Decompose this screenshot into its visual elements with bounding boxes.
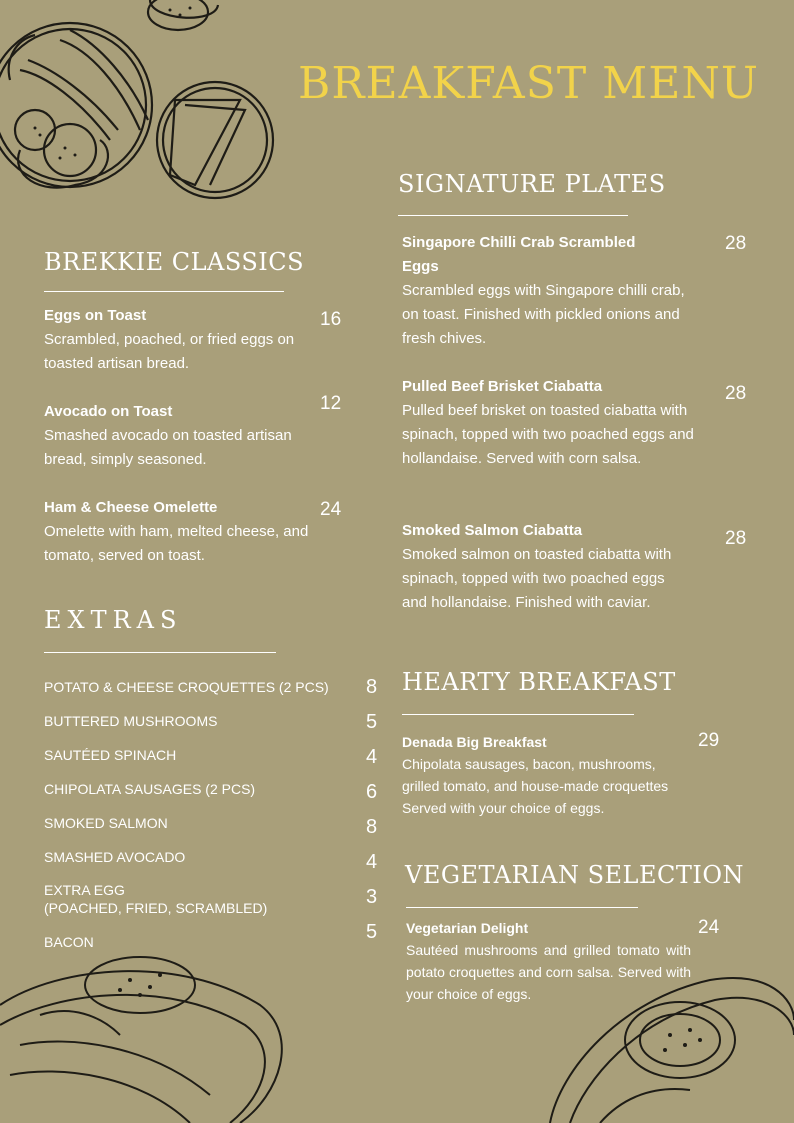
menu-item bbox=[402, 231, 692, 351]
extra-item-price: 4 bbox=[366, 746, 378, 768]
menu-item bbox=[402, 731, 687, 819]
section-divider bbox=[44, 652, 276, 653]
extra-item-price: 5 bbox=[366, 711, 378, 733]
extra-item-name: BUTTERED MUSHROOMS bbox=[44, 713, 218, 729]
vegetarian-selection-heading: VEGETARIAN SELECTION bbox=[405, 861, 745, 889]
extra-item-name: SMASHED AVOCADO bbox=[44, 849, 186, 865]
item-price: 24 bbox=[320, 499, 342, 520]
hearty-breakfast-heading: HEARTY BREAKFAST bbox=[402, 668, 676, 696]
menu-item bbox=[402, 375, 700, 471]
extra-item-name: CHIPOLATA SAUSAGES (2 PCS) bbox=[44, 781, 256, 797]
section-divider bbox=[406, 907, 638, 908]
signature-plates-heading: SIGNATURE PLATES bbox=[398, 170, 666, 198]
extra-item-name: SAUTÉED SPINACH bbox=[44, 747, 177, 763]
extras-heading: EXTRAS bbox=[44, 606, 183, 634]
extra-item-name: BACON bbox=[44, 934, 94, 950]
item-description: Omelette with ham, melted cheese, and tomato, served on toast. bbox=[44, 523, 309, 564]
extra-item-price: 8 bbox=[366, 816, 378, 838]
section-divider bbox=[402, 714, 634, 715]
extra-item-name-detail: (POACHED, FRIED, SCRAMBLED) bbox=[44, 900, 268, 916]
item-name: Avocado on Toast bbox=[44, 403, 173, 420]
menu-title: BREAKFAST MENU bbox=[298, 58, 759, 109]
item-description: Pulled beef brisket on toasted ciabatta with spinach, topped with two poached eggs and hollandaise. Served with corn salsa. bbox=[402, 402, 694, 467]
item-price: 24 bbox=[698, 917, 720, 938]
item-name: Smoked Salmon Ciabatta bbox=[402, 522, 583, 539]
item-description: Smoked salmon on toasted ciabatta with spinach, topped with two poached eggs and hollandaise. Finished with caviar. bbox=[402, 546, 672, 611]
section-divider bbox=[398, 215, 628, 216]
extra-item-price: 5 bbox=[366, 921, 378, 943]
brekkie-classics-heading: BREKKIE CLASSICS bbox=[44, 248, 305, 276]
extra-item-name: EXTRA EGG bbox=[44, 882, 125, 898]
item-name: Singapore Chilli Crab Scrambled Eggs bbox=[402, 234, 636, 275]
item-name: Pulled Beef Brisket Ciabatta bbox=[402, 378, 603, 395]
item-description: Smashed avocado on toasted artisan bread, simply seasoned. bbox=[44, 427, 292, 468]
menu-item bbox=[402, 519, 692, 615]
item-name: Eggs on Toast bbox=[44, 307, 147, 324]
item-price: 28 bbox=[725, 383, 747, 404]
item-price: 28 bbox=[725, 233, 747, 254]
menu-item bbox=[44, 304, 314, 376]
item-description: Scrambled eggs with Singapore chilli crab, on toast. Finished with pickled onions and fresh chives. bbox=[402, 282, 685, 347]
item-price: 28 bbox=[725, 528, 747, 549]
item-price: 16 bbox=[320, 309, 342, 330]
item-price: 29 bbox=[698, 730, 720, 751]
extra-item-price: 6 bbox=[366, 781, 378, 803]
extra-item-price: 3 bbox=[366, 886, 378, 908]
menu-item bbox=[44, 400, 314, 472]
extra-item-price: 8 bbox=[366, 676, 378, 698]
menu-item bbox=[44, 496, 319, 568]
breakfast-plate-illustration bbox=[0, 0, 280, 215]
section-divider bbox=[44, 291, 284, 292]
item-description: Scrambled, poached, or fried eggs on toasted artisan bread. bbox=[44, 331, 295, 372]
item-price: 12 bbox=[320, 393, 342, 414]
item-name: Denada Big Breakfast bbox=[402, 734, 547, 750]
menu-item bbox=[406, 917, 691, 1005]
item-name: Ham & Cheese Omelette bbox=[44, 499, 218, 516]
toast-illustration bbox=[0, 945, 300, 1123]
item-description: Sautéed mushrooms and grilled tomato with potato croquettes and corn salsa. Served with your choice of eggs. bbox=[406, 942, 691, 1002]
extra-item-name: SMOKED SALMON bbox=[44, 815, 168, 831]
extra-item-name: POTATO & CHEESE CROQUETTES (2 PCS) bbox=[44, 679, 329, 695]
extra-item-price: 4 bbox=[366, 851, 378, 873]
item-description: Chipolata sausages, bacon, mushrooms, grilled tomato, and house-made croquettes Served with your choice of eggs. bbox=[402, 756, 669, 816]
item-name: Vegetarian Delight bbox=[406, 920, 529, 936]
